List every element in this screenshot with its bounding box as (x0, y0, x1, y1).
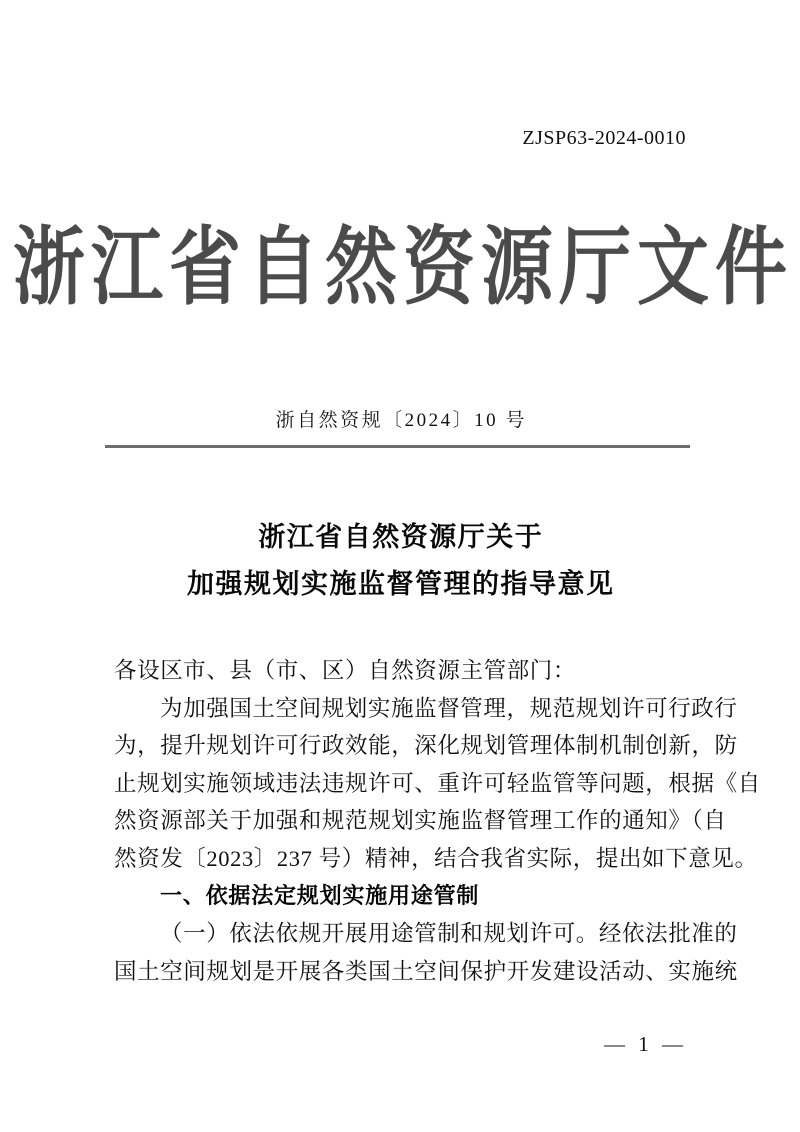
body-paragraph-line: 为，提升规划许可行政效能，深化规划管理体制机制创新，防 (114, 733, 738, 759)
body-paragraph-line: 为加强国土空间规划实施监督管理，规范规划许可行政行 (160, 695, 738, 721)
body-salutation: 各设区市、县（市、区）自然资源主管部门： (114, 658, 577, 683)
document-serial-number: ZJSP63-2024-0010 (522, 127, 686, 149)
document-body (114, 652, 761, 990)
masthead-organization-title: 浙江省自然资源厅文件 (12, 217, 793, 317)
document-title (0, 514, 800, 608)
document-title-line-2: 加强规划实施监督管理的指导意见 (187, 569, 615, 599)
body-section-heading: 一、依据法定规划实施用途管制 (160, 883, 480, 909)
issue-number: 浙自然资规〔2024〕10 号 (275, 410, 527, 431)
body-paragraph-line: 然资发〔2023〕237 号）精神，结合我省实际，提出如下意见。 (114, 845, 758, 871)
red-separator-rule (105, 445, 690, 448)
body-paragraph-line: 止规划实施领域违法违规许可、重许可轻监管等问题，根据《自 (114, 770, 761, 796)
page-number-footer: — 1 — (604, 1032, 687, 1056)
document-title-line-1: 浙江省自然资源厅关于 (258, 522, 544, 552)
body-paragraph-line: 国土空间规划是开展各类国土空间保护开发建设活动、实施统 (114, 958, 738, 984)
body-paragraph-line: （一）依法依规开展用途管制和规划许可。经依法批准的 (160, 921, 738, 947)
body-paragraph-line: 然资源部关于加强和规范规划实施监督管理工作的通知》（自 (114, 808, 727, 834)
